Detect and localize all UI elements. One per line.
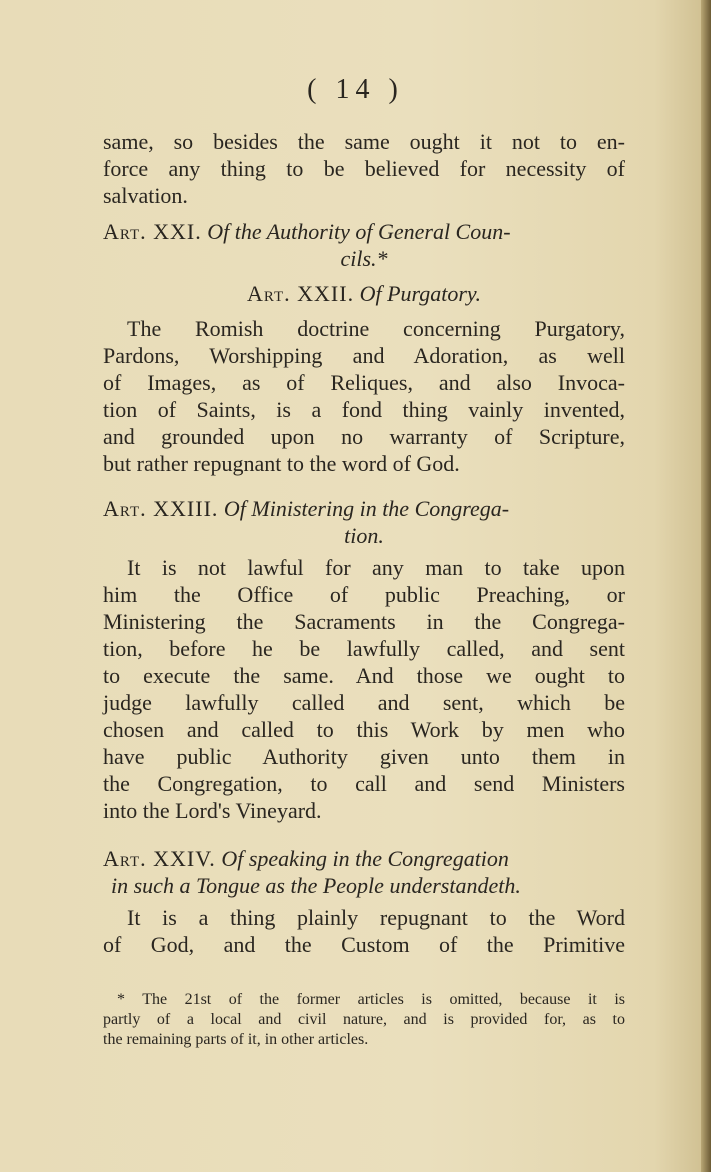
article-23-heading [103, 495, 625, 549]
text-line: force any thing to be believed for necessity of [103, 156, 625, 181]
article-23-body [103, 554, 625, 824]
text-line: him the Office of public Preaching, or [103, 582, 625, 607]
text-line: Ministering the Sacraments in the Congrega- [103, 609, 625, 634]
text-line: of God, and the Custom of the Primitive [103, 932, 625, 957]
text-line: It is a thing plainly repugnant to the Word [127, 905, 625, 930]
continuation-text [103, 128, 625, 209]
article-label: Art. XXIII. [103, 496, 219, 521]
footnote-line: * The 21st of the former articles is omitted, because it is [117, 991, 625, 1008]
article-22 [103, 280, 625, 307]
text-line: of Images, as of Reliques, and also Invoca- [103, 370, 625, 395]
article-22-heading [103, 280, 625, 307]
article-title: Of Ministering in the Congrega- [223, 496, 510, 521]
article-24-body [103, 904, 625, 958]
article-title: Of the Authority of General Coun- [207, 219, 511, 244]
article-title: Of speaking in the Congregation [221, 846, 509, 871]
text-line: to execute the same. And those we ought to [103, 663, 625, 688]
text-line: chosen and called to this Work by men who [103, 717, 625, 742]
text-line: same, so besides the same ought it not to en- [103, 129, 625, 154]
article-21-heading [103, 218, 625, 272]
text-line: salvation. [103, 183, 188, 208]
article-label: Art. XXI. [103, 219, 202, 244]
text-line: and grounded upon no warranty of Scripture, [103, 424, 625, 449]
article-title: Of Purgatory. [359, 281, 481, 306]
article-24-heading [103, 845, 625, 899]
footnote-line: partly of a local and civil nature, and is provided for, as to [103, 1011, 625, 1028]
text-line: into the Lord's Vineyard. [103, 798, 322, 823]
text-line: tion of Saints, is a fond thing vainly invented, [103, 397, 625, 422]
text-line: but rather repugnant to the word of God. [103, 451, 460, 476]
text-line: Pardons, Worshipping and Adoration, as well [103, 343, 625, 368]
footnote-line: the remaining parts of it, in other articles. [103, 1031, 369, 1048]
article-label: Art. XXIV. [103, 846, 216, 871]
footnote [103, 990, 625, 1050]
text-line: The Romish doctrine concerning Purgatory, [127, 316, 625, 341]
text-line: tion, before he be lawfully called, and sent [103, 636, 625, 661]
article-title: cils.* [340, 246, 388, 271]
text-line: It is not lawful for any man to take upon [127, 555, 625, 580]
article-label: Art. XXII. [246, 281, 355, 306]
article-title: in such a Tongue as the People understandeth. [111, 873, 521, 898]
text-line: the Congregation, to call and send Ministers [103, 771, 625, 796]
text-line: judge lawfully called and sent, which be [103, 690, 625, 715]
article-title: tion. [344, 523, 384, 548]
article-22-body [103, 315, 625, 477]
text-line: have public Authority given unto them in [103, 744, 625, 769]
page-number: ( 14 ) [307, 74, 404, 105]
page-edge [701, 0, 711, 1172]
